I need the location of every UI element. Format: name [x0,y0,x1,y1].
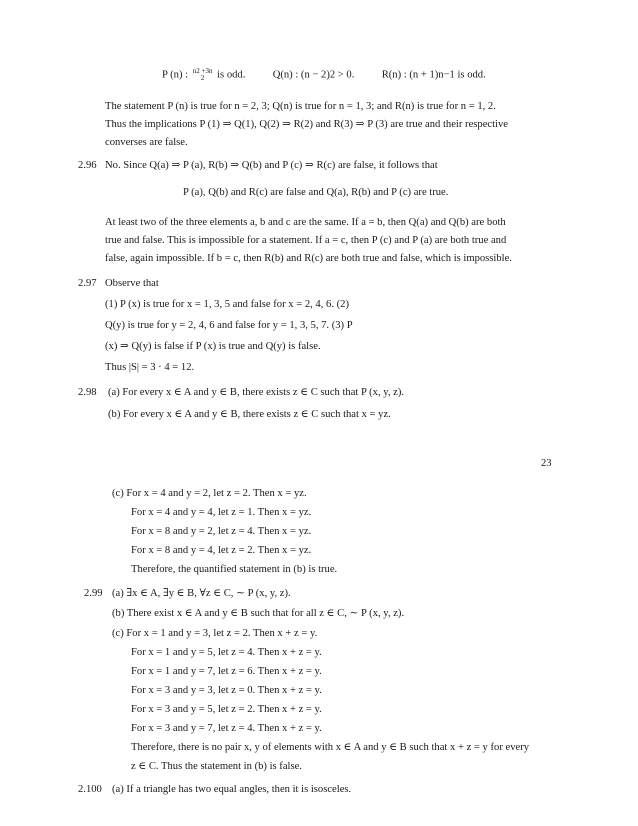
paragraph-line: (1) P (x) is true for x = 1, 3, 5 and false for x = 2, 4, 6. (2) [105,299,349,310]
p-fraction [193,68,213,82]
part-a: (a) ∃x ∈ A, ∃y ∈ B, ∀z ∈ C, ∼ P (x, y, z). [112,588,291,599]
q-statement: Q(n) : (n − 2)2 > 0. [272,69,355,81]
paragraph-line: Thus the implications P (1) ⇒ Q(1), Q(2) ⇒ R(2) and R(3) ⇒ P (3) are true and their respective [105,119,508,130]
case-line: For x = 1 and y = 5, let z = 4. Then x + z = y. [131,647,322,658]
paragraph-line: No. Since Q(a) ⇒ P (a), R(b) ⇒ Q(b) and P (c) ⇒ R(c) are false, it follows that [105,160,438,171]
case-line: For x = 8 and y = 4, let z = 2. Then x = yz. [131,545,312,556]
part-b: (b) There exist x ∈ A and y ∈ B such that for all z ∈ C, ∼ P (x, y, z). [112,608,405,619]
case-line: For x = 8 and y = 2, let z = 4. Then x = yz. [131,526,312,537]
p-fraction-denominator: 2 [200,74,205,82]
case-line: For x = 3 and y = 3, let z = 0. Then x + z = y. [131,685,322,696]
paragraph-line: false, again impossible. If b = c, then R(b) and R(c) are both true and false, which is impossible. [105,253,512,264]
paragraph-line: At least two of the three elements a, b and c are the same. If a = b, then Q(a) and Q(b) are both [105,217,506,228]
conclusion-line: Therefore, there is no pair x, y of elements with x ∈ A and y ∈ B such that x + z = y for every [131,742,530,753]
p-statement-suffix: is odd. [217,69,246,81]
case-line: For x = 3 and y = 7, let z = 4. Then x + z = y. [131,723,322,734]
case-line: For x = 4 and y = 4, let z = 1. Then x = yz. [131,507,312,518]
paragraph-line: Observe that [105,278,159,289]
paragraph-line: (x) ⇒ Q(y) is false if P (x) is true and Q(y) is false. [105,341,321,352]
part-c: (c) For x = 1 and y = 3, let z = 2. Then x + z = y. [112,628,318,639]
paragraph-line: The statement P (n) is true for n = 2, 3; Q(n) is true for n = 1, 3; and R(n) is true for n = 1, 2. [105,101,496,112]
page-number: 23 [541,458,552,469]
paragraph-line: true and false. This is impossible for a statement. If a = c, then P (c) and P (a) are both true and [105,235,507,246]
problem-number: 2.97 [78,278,97,289]
problem-number: 2.96 [78,160,97,171]
part-c: (c) For x = 4 and y = 2, let z = 2. Then x = yz. [112,488,307,499]
p-fraction-numerator: n2 +3n [192,67,213,75]
case-line: For x = 3 and y = 5, let z = 2. Then x + z = y. [131,704,322,715]
p-statement: P (n) : [162,69,189,81]
paragraph-line: Thus |S| = 3 · 4 = 12. [105,362,195,373]
part-a: (a) If a triangle has two equal angles, then it is isosceles. [112,784,352,795]
problem-number: 2.99 [84,588,103,599]
conclusion-line: z ∈ C. Thus the statement in (b) is false. [131,761,302,772]
conclusion-line: Therefore, the quantified statement in (b) is true. [131,564,338,575]
centered-statement: P (a), Q(b) and R(c) are false and Q(a), R(b) and P (c) are true. [183,187,449,198]
paragraph-line: Q(y) is true for y = 2, 4, 6 and false for y = 1, 3, 5, 7. (3) P [105,320,353,331]
part-a: (a) For every x ∈ A and y ∈ B, there exists z ∈ C such that P (x, y, z). [108,387,405,398]
part-b: (b) For every x ∈ A and y ∈ B, there exists z ∈ C such that x = yz. [108,409,391,420]
problem-number: 2.98 [78,387,97,398]
statement-line [162,68,486,82]
paragraph-line: converses are false. [105,137,188,148]
r-statement: R(n) : (n + 1)n−1 is odd. [381,69,486,81]
problem-number: 2.100 [78,784,102,795]
case-line: For x = 1 and y = 7, let z = 6. Then x + z = y. [131,666,322,677]
